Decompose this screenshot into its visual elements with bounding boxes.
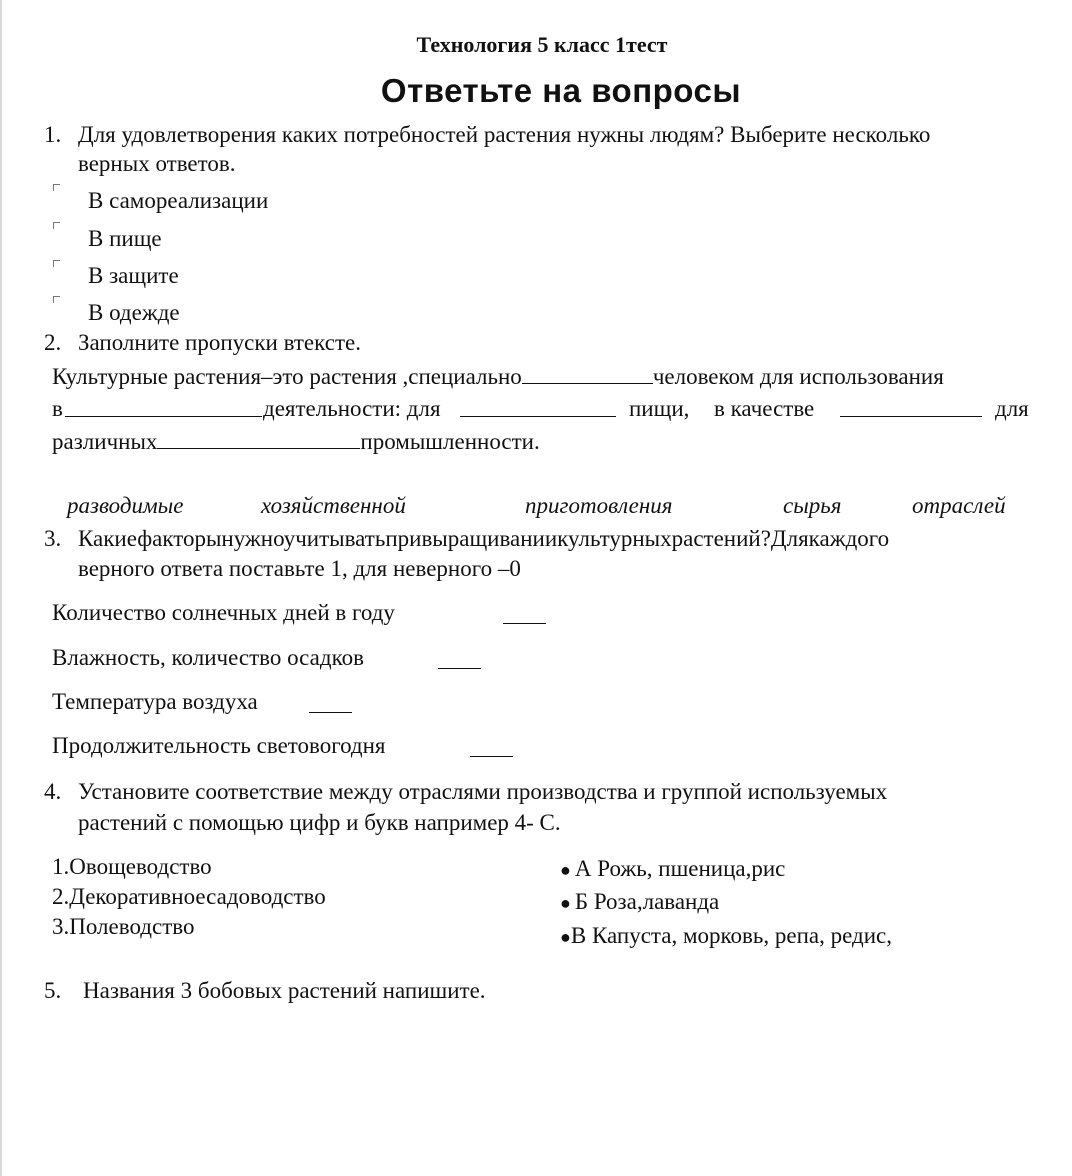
page-heading: Ответьте на вопросы [380,72,742,109]
branch-item: 2.Декоративноесадоводство [52,884,326,909]
question-text: Для удовлетворения каких потребностей растения нужны людям? Выберите несколько [78,122,931,147]
plant-group-item [560,889,719,915]
option-label: В самореализации [88,188,269,213]
answer-blank[interactable] [309,692,352,713]
answer-blank[interactable] [522,363,653,384]
checkbox[interactable] [53,222,60,229]
word-bank-item: приготовления [525,493,673,518]
question-text: Установите соответствие между отраслями производства и группой используемых [78,779,888,804]
text-segment: для [995,396,1029,421]
text-segment: в [52,396,63,421]
text-segment: человеком для использования [652,364,944,389]
answer-blank[interactable] [503,603,546,624]
bullet-icon: ● [560,893,571,913]
plant-group-label: А Рожь, пшеница,рис [574,856,786,881]
text-segment: пищи, [629,396,690,421]
word-bank-item: отраслей [912,493,1006,518]
fill-line-2 [52,396,63,422]
text-segment: в качестве [714,396,815,421]
question-text: верных ответов. [78,151,236,176]
question-number: 2. [44,330,62,355]
word-bank-item: разводимые [67,493,184,518]
plant-group-item [560,856,785,882]
factor-label: Температура воздуха [52,689,258,714]
word-bank-item: хозяйственной [261,493,406,518]
question-number: 5. [44,978,62,1003]
answer-blank[interactable] [157,428,360,449]
factor-label: Продолжительность световогодня [52,733,386,758]
text-segment: различных [52,429,158,454]
factor-label: Влажность, количество осадков [52,645,364,670]
question-number: 3. [44,526,62,551]
plant-group-label: Б Роза,лаванда [574,889,720,914]
branch-item: 3.Полеводство [52,914,195,939]
question-text: Какиефакторынужноучитыватьпривыращиваниикультурныхрастений?Длякаждого [78,526,890,551]
text-segment: промышленности. [360,429,540,454]
question-text: Названия 3 бобовых растений напишите. [83,978,486,1003]
bullet-icon: ● [560,927,571,947]
page-edge [0,0,2,1176]
option-label: В пище [88,226,162,251]
answer-blank[interactable] [840,396,982,417]
plant-group-item [560,923,892,949]
option-label: В защите [88,263,179,288]
answer-blank[interactable] [460,396,616,417]
word-bank-item: сырья [783,493,842,518]
fill-line-3 [52,428,540,455]
checkbox[interactable] [53,184,60,191]
factor-label: Количество солнечных дней в году [52,600,395,625]
checkbox[interactable] [53,296,60,303]
text-segment: Культурные растения–это растения ,специально [52,364,522,389]
fill-line-1 [52,363,944,390]
question-number: 4. [44,779,62,804]
text-segment: деятельности: для [263,396,441,421]
plant-group-label: В Капуста, морковь, репа, редис, [570,923,892,948]
question-text: растений с помощью цифр и букв например 4- С. [78,810,561,835]
branch-item: 1.Овощеводство [52,854,212,879]
option-label: В одежде [88,300,180,325]
answer-blank[interactable] [470,736,513,757]
question-text: верного ответа поставьте 1, для неверного –0 [78,556,521,581]
answer-blank[interactable] [438,648,481,669]
answer-blank[interactable] [65,396,262,417]
question-text: Заполните пропуски втексте. [78,330,361,355]
question-number: 1. [44,122,62,147]
document-title: Технология 5 класс 1тест [416,32,668,57]
bullet-icon: ● [560,860,571,880]
checkbox[interactable] [53,260,60,267]
